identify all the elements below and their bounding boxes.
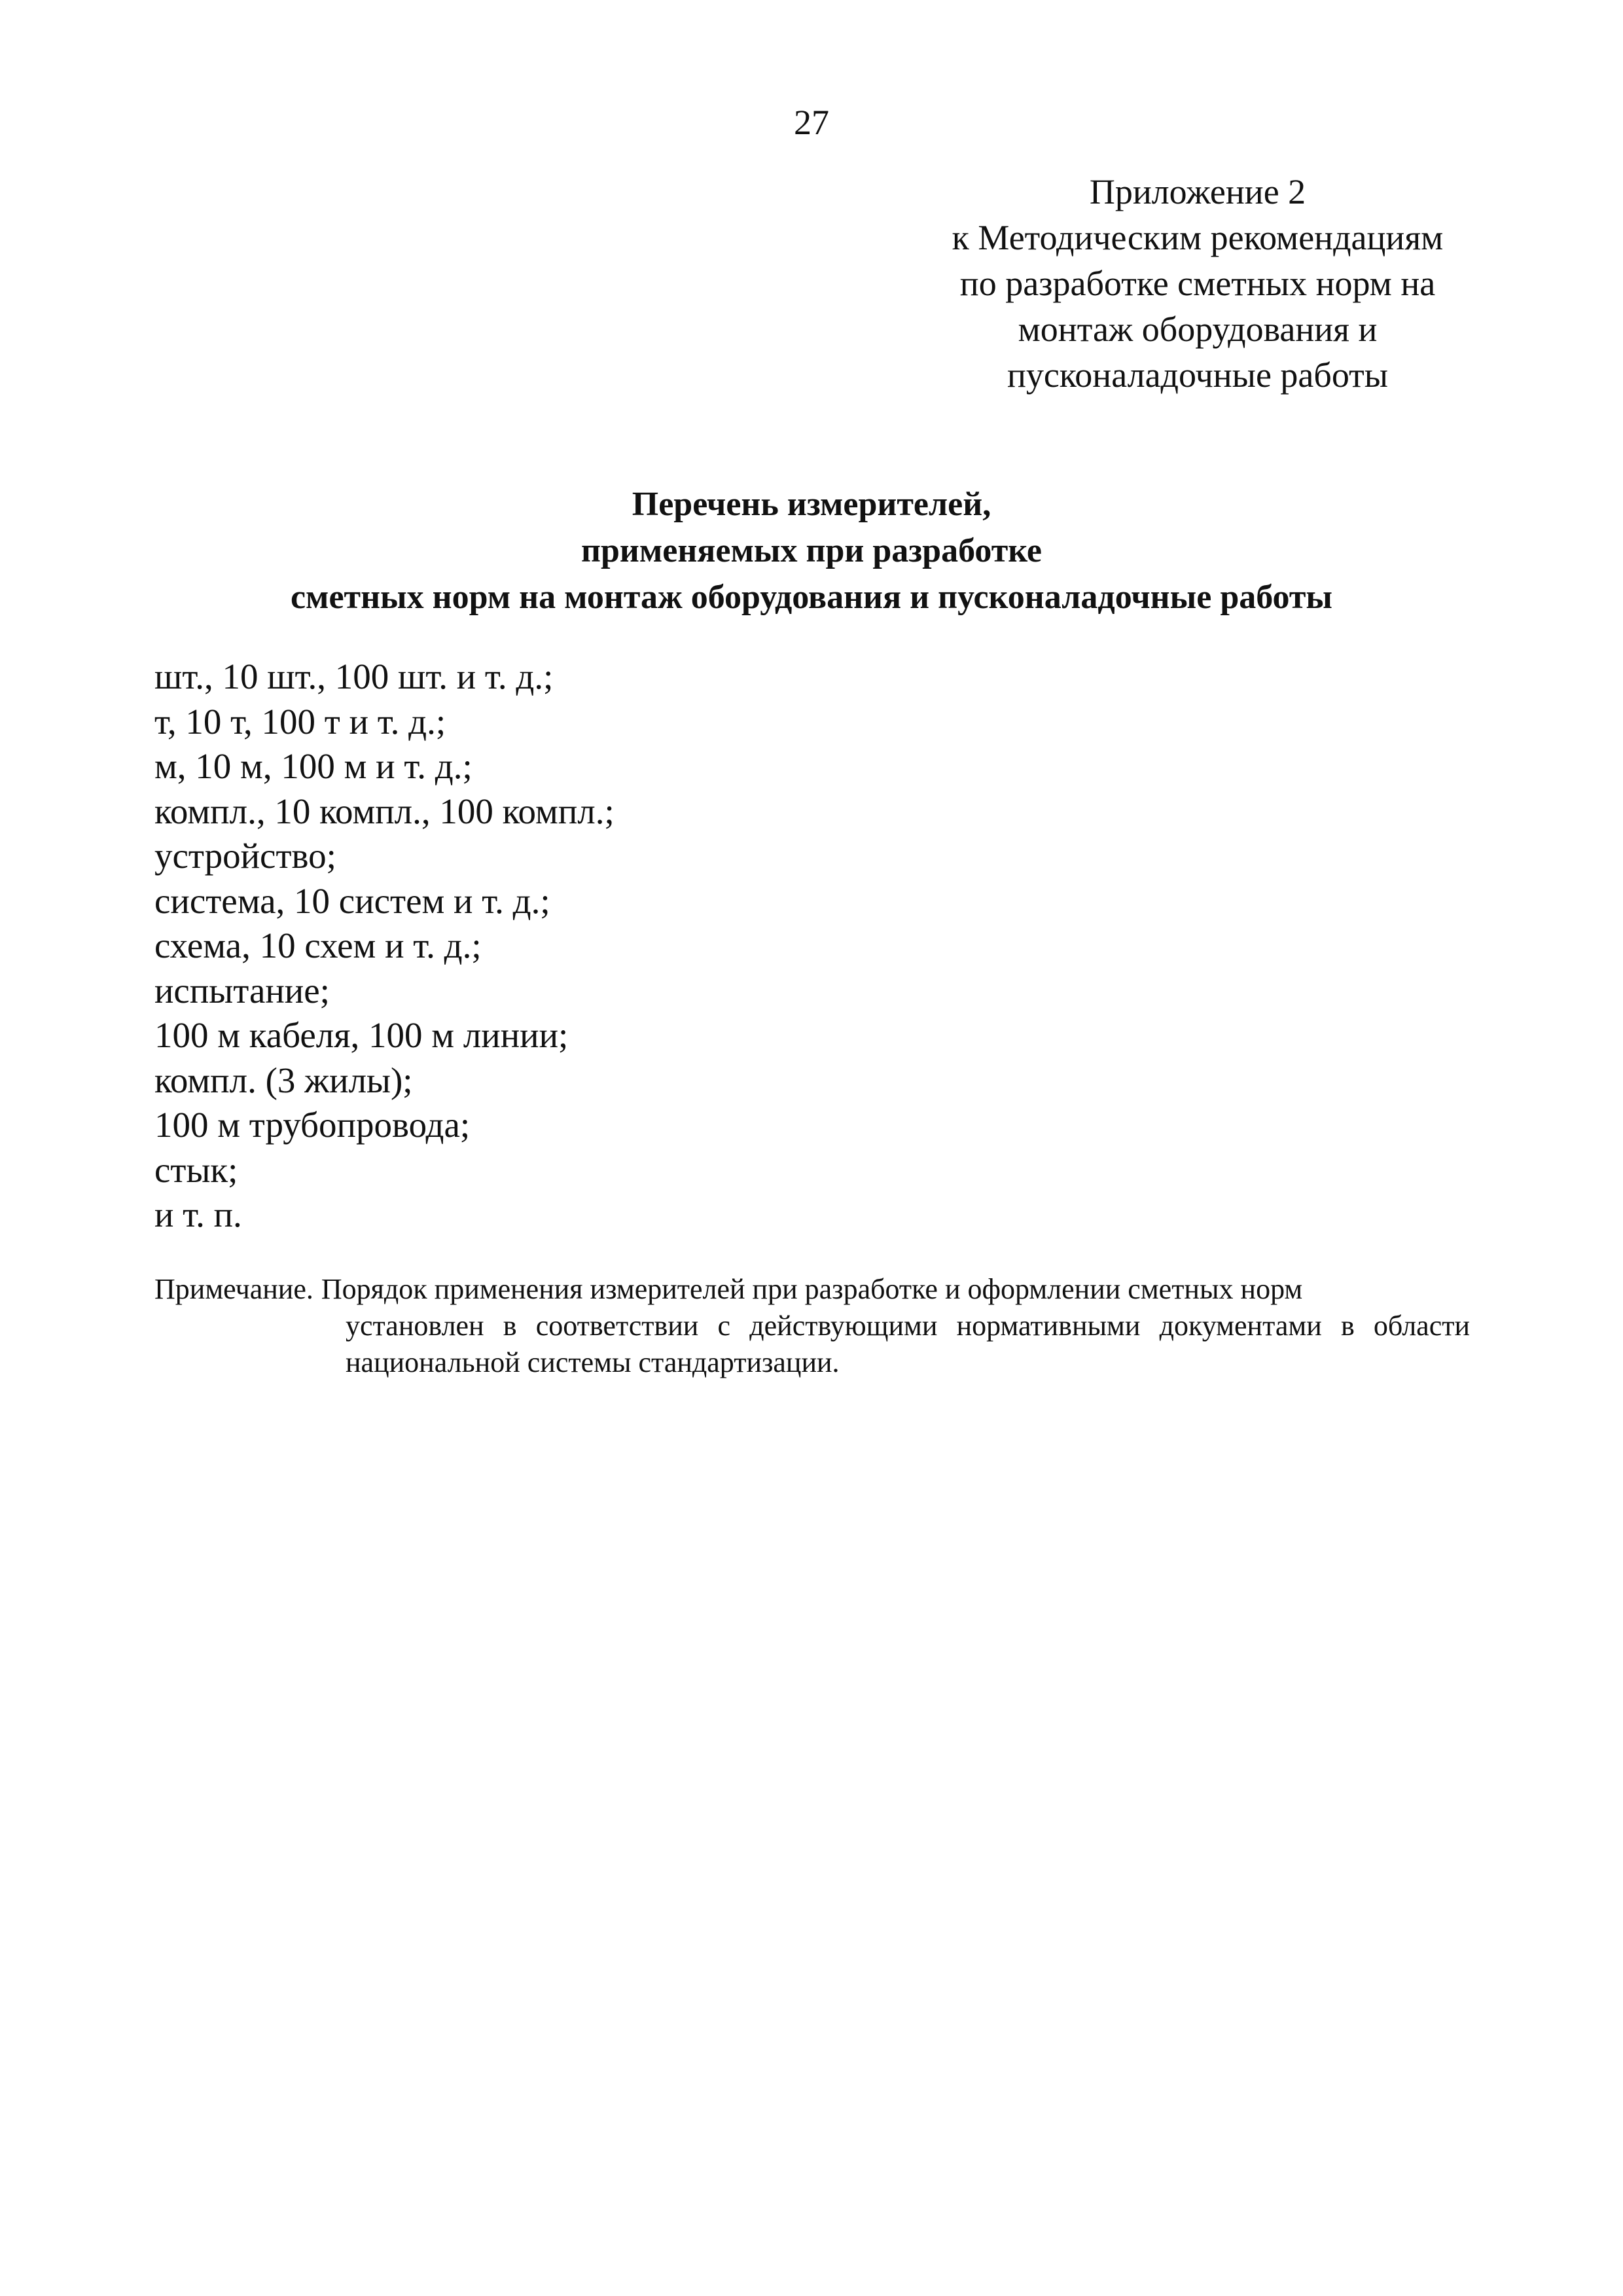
title-line: применяемых при разработке: [580, 532, 1043, 569]
note-first-line: Порядок применения измерителей при разработке и оформлении сметных норм: [321, 1273, 1303, 1305]
list-item: схема, 10 схем и т. д.;: [154, 925, 482, 965]
list-item: компл., 10 компл., 100 компл.;: [154, 791, 615, 831]
list-item: устройство;: [154, 836, 336, 876]
note: [154, 1271, 1470, 1381]
list-item: т, 10 т, 100 т и т. д.;: [154, 701, 446, 742]
note-first-row: [154, 1271, 1470, 1308]
list-item: шт., 10 шт., 100 шт. и т. д.;: [154, 656, 554, 696]
list-item: и т. п.: [154, 1194, 242, 1234]
title-line: сметных норм на монтаж оборудования и пусконаладочные работы: [290, 579, 1333, 616]
page-number: 27: [794, 103, 829, 142]
note-label: Примечание.: [154, 1273, 313, 1305]
list-item: 100 м кабеля, 100 м линии;: [154, 1015, 569, 1055]
list-item: м, 10 м, 100 м и т. д.;: [154, 746, 473, 786]
list-item: испытание;: [154, 970, 330, 1011]
appendix-line: монтаж оборудования и: [1018, 310, 1378, 349]
appendix-line: по разработке сметных норм на: [959, 264, 1436, 303]
document-title: [157, 481, 1466, 620]
appendix-header: [903, 169, 1492, 398]
appendix-line: Приложение 2: [1089, 172, 1306, 211]
list-item: 100 м трубопровода;: [154, 1105, 471, 1145]
note-continuation: установлен в соответствии с действующими нормативными документами в области национальной системы стандартизации.: [346, 1310, 1470, 1378]
measures-list: [154, 655, 1071, 1238]
title-line: Перечень измерителей,: [632, 486, 991, 523]
list-item: система, 10 систем и т. д.;: [154, 880, 550, 921]
list-item: стык;: [154, 1149, 238, 1190]
list-item: компл. (3 жилы);: [154, 1060, 413, 1100]
appendix-line: к Методическим рекомендациям: [952, 218, 1444, 257]
appendix-line: пусконаладочные работы: [1007, 355, 1389, 395]
